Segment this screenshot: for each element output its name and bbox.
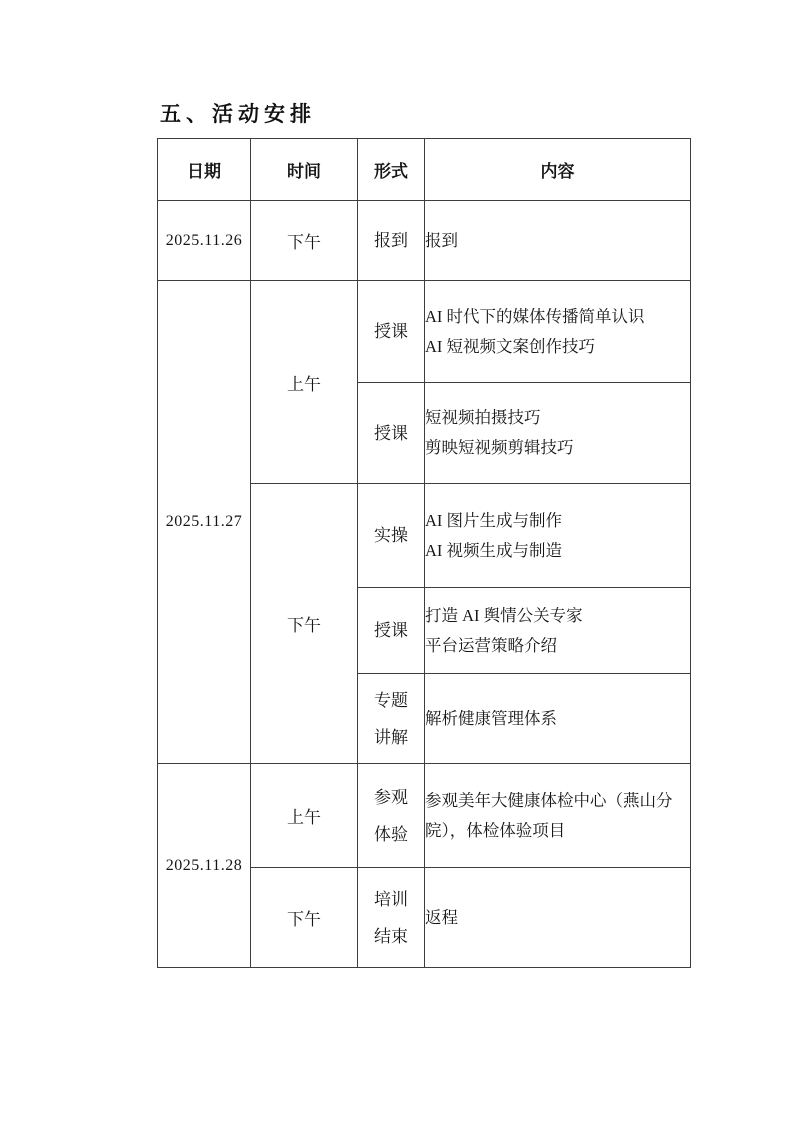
time-cell: 下午 xyxy=(251,868,358,968)
content-line: AI 时代下的媒体传播简单认识 xyxy=(425,306,645,326)
content-line: 报到 xyxy=(425,230,458,250)
content-line: 参观美年大健康体检中心（燕山分院），体检体验项目 xyxy=(425,790,673,840)
content-line: AI 视频生成与制造 xyxy=(425,540,563,560)
col-header-format: 形式 xyxy=(358,139,425,201)
content-cell xyxy=(425,383,691,484)
format-line: 参观 xyxy=(374,787,408,807)
time-cell: 下午 xyxy=(251,201,358,281)
content-cell xyxy=(425,281,691,383)
format-cell xyxy=(358,484,425,588)
format-cell xyxy=(358,674,425,764)
col-header-content: 内容 xyxy=(425,139,691,201)
format-line: 授课 xyxy=(374,423,408,443)
content-line: 剪映短视频剪辑技巧 xyxy=(425,438,574,457)
table-row xyxy=(158,201,691,281)
format-line: 培训 xyxy=(374,889,408,909)
format-line: 授课 xyxy=(374,322,408,341)
format-line: 体验 xyxy=(374,824,408,844)
content-line: 打造 AI 舆情公关专家 xyxy=(425,605,583,625)
date-cell: 2025.11.28 xyxy=(158,764,251,968)
format-cell xyxy=(358,383,425,484)
format-cell xyxy=(358,588,425,674)
format-cell xyxy=(358,868,425,968)
time-cell: 上午 xyxy=(251,764,358,868)
date-cell: 2025.11.27 xyxy=(158,281,251,764)
col-header-date: 日期 xyxy=(158,139,251,201)
content-cell xyxy=(425,201,691,281)
format-cell xyxy=(358,764,425,868)
time-cell: 下午 xyxy=(251,484,358,764)
format-cell xyxy=(358,281,425,383)
format-cell xyxy=(358,201,425,281)
col-header-time: 时间 xyxy=(251,139,358,201)
table-row xyxy=(158,281,691,383)
activity-schedule-table xyxy=(157,138,691,968)
time-cell: 上午 xyxy=(251,281,358,484)
section-title: 五、活动安排 xyxy=(160,103,316,126)
format-line: 报到 xyxy=(374,231,408,250)
content-cell xyxy=(425,588,691,674)
content-line: 平台运营策略介绍 xyxy=(425,635,557,655)
content-line: 短视频拍摄技巧 xyxy=(425,408,541,427)
format-line: 实操 xyxy=(374,526,408,545)
format-line: 讲解 xyxy=(374,727,408,747)
content-line: AI 图片生成与制作 xyxy=(425,510,563,530)
content-cell xyxy=(425,674,691,764)
content-line: 返程 xyxy=(425,907,458,927)
content-cell xyxy=(425,868,691,968)
content-cell xyxy=(425,764,691,868)
format-line: 专题 xyxy=(374,690,408,710)
table-header-row xyxy=(158,139,691,201)
format-line: 授课 xyxy=(374,621,408,640)
content-line: 解析健康管理体系 xyxy=(425,708,557,728)
table-row xyxy=(158,764,691,868)
date-cell: 2025.11.26 xyxy=(158,201,251,281)
content-line: AI 短视频文案创作技巧 xyxy=(425,336,596,356)
content-cell xyxy=(425,484,691,588)
format-line: 结束 xyxy=(374,926,408,946)
